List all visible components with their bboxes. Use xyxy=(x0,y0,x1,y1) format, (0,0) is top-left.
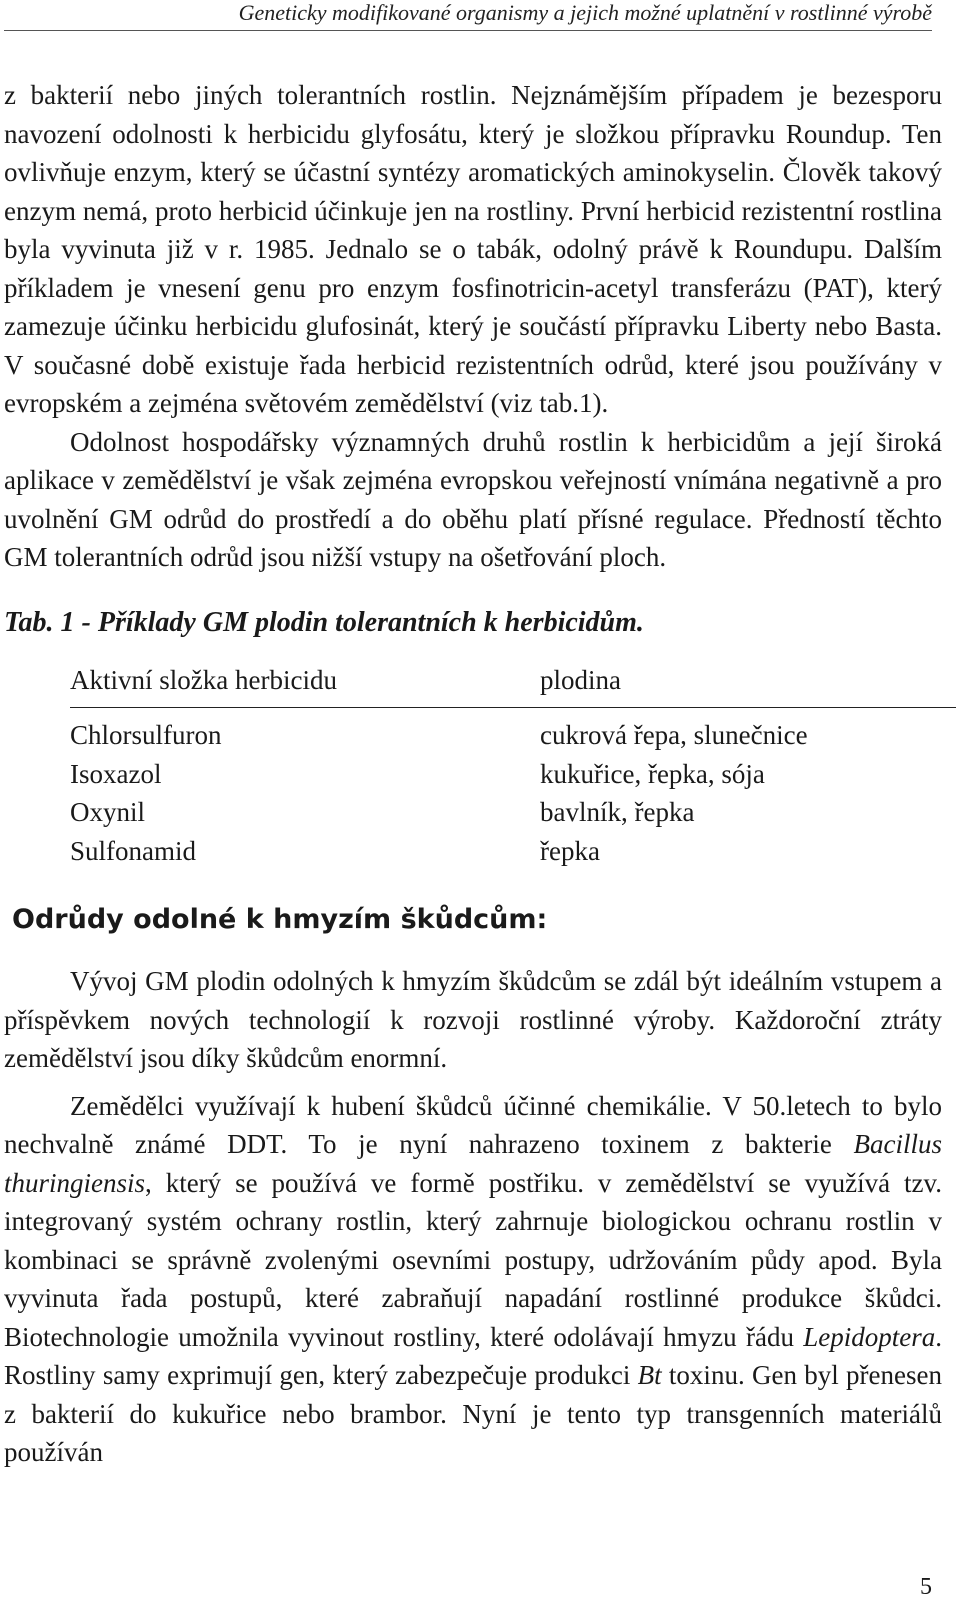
table-cell-crop: řepka xyxy=(540,835,600,866)
page-body xyxy=(4,76,942,1472)
table-cell-herbicide: Oxynil xyxy=(70,797,146,827)
taxon-name: Lepidoptera xyxy=(803,1321,936,1352)
table-caption: Tab. 1 - Příklady GM plodin tolerantních k herbicidům. xyxy=(4,606,644,638)
table-row xyxy=(70,716,956,755)
table-cell-herbicide: Chlorsulfuron xyxy=(70,720,222,750)
table-cell-crop: cukrová řepa, slunečnice xyxy=(540,720,808,750)
page-number: 5 xyxy=(920,1574,932,1600)
paragraph-bt-toxin xyxy=(4,1087,942,1472)
table-cell-herbicide: Isoxazol xyxy=(70,758,162,789)
table-row xyxy=(70,755,956,794)
running-header xyxy=(4,0,932,31)
bt-abbreviation: Bt xyxy=(637,1360,662,1390)
table-header-herbicide: Aktivní složka herbicidu xyxy=(70,664,337,695)
table-cell-crop: kukuřice, řepka, sója xyxy=(540,758,765,789)
table-header-row xyxy=(70,661,956,709)
table-header-crop: plodina xyxy=(540,664,621,695)
section-heading: Odrůdy odolné k hmyzím škůdcům: xyxy=(12,904,548,935)
paragraph-public-perception: Odolnost hospodářsky významných druhů rostlin k herbicidům a její široká aplikace v zemědělství je však zejména evropskou veřejností vnímána negativně a pro uvolnění GM odrůd do prostředí a do oběhu platí přísné regulace. Předností těchto GM tolerantních odrůd jsou nižší vstupy na ošetřování ploch. xyxy=(4,426,942,572)
paragraph-insect-resistance-intro: Vývoj GM plodin odolných k hmyzím škůdcům se zdál být ideálním vstupem a příspěvkem nových technologií k rozvoji rostlinné výroby. Každoroční ztráty zemědělství jsou díky škůdcům enormní. xyxy=(4,966,942,1073)
running-title: Geneticky modifikované organismy a jejich možné uplatnění v rostlinné výrobě xyxy=(238,0,932,25)
paragraph-text: , který se používá ve formě postřiku. v zemědělství se využívá tzv. integrovaný systém ochrany rostlin, který zahrnuje biologickou ochranu rostlin v kombinaci se správně zvolenými osevními postupy, udržováním půdy apod. Byla vyvinuta řada postupů, které zabraňují napadání rostlinné produkce škůdci. Biotechnologie umožnila vyvinout rostliny, které odolávají hmyzu řádu xyxy=(4,1167,942,1352)
table-row xyxy=(70,793,956,832)
herbicide-table xyxy=(70,661,956,871)
paragraph-text: Zemědělci využívají k hubení škůdců účinné chemikálie. V 50.letech to bylo nechvalně známé DDT. To je nyní nahrazeno toxinem z bakterie xyxy=(4,1090,942,1159)
paragraph-herbicide-tolerance: z bakterií nebo jiných tolerantních rostlin. Nejznámějším případem je bezesporu navození odolnosti k herbicidu glyfosátu, který je složkou přípravku Roundup. Ten ovlivňuje enzym, který se účastní syntézy aromatických aminokyselin. Člověk takový enzym nemá, proto herbicid účinkuje jen na rostliny. První herbicid rezistentní rostlina byla vyvinuta již v r. 1985. Jednalo se o tabák, odolný právě k Roundupu. Dalším příkladem je vnesení genu pro enzym fosfinotricin-acetyl transferázu (PAT), který zamezuje účinku herbicidu glufosinát, který je součástí přípravku Liberty nebo Basta. V současné době existuje řada herbicid rezistentních odrůd, které jsou používány v evropském a zejména světovém zemědělství (viz tab.1). xyxy=(4,80,942,418)
table-cell-herbicide: Sulfonamid xyxy=(70,835,196,866)
species-name: Bacillus thuringiensis xyxy=(4,1129,942,1198)
table-row xyxy=(70,832,956,871)
paragraph-text: . Rostliny samy exprimují gen, který zabezpečuje produkci xyxy=(4,1321,942,1390)
paragraph-text: toxinu. Gen byl přenesen z bakterií do kukuřice nebo brambor. Nyní je tento typ transgenních materiálů používán xyxy=(4,1360,943,1467)
table-cell-crop: bavlník, řepka xyxy=(540,797,695,827)
